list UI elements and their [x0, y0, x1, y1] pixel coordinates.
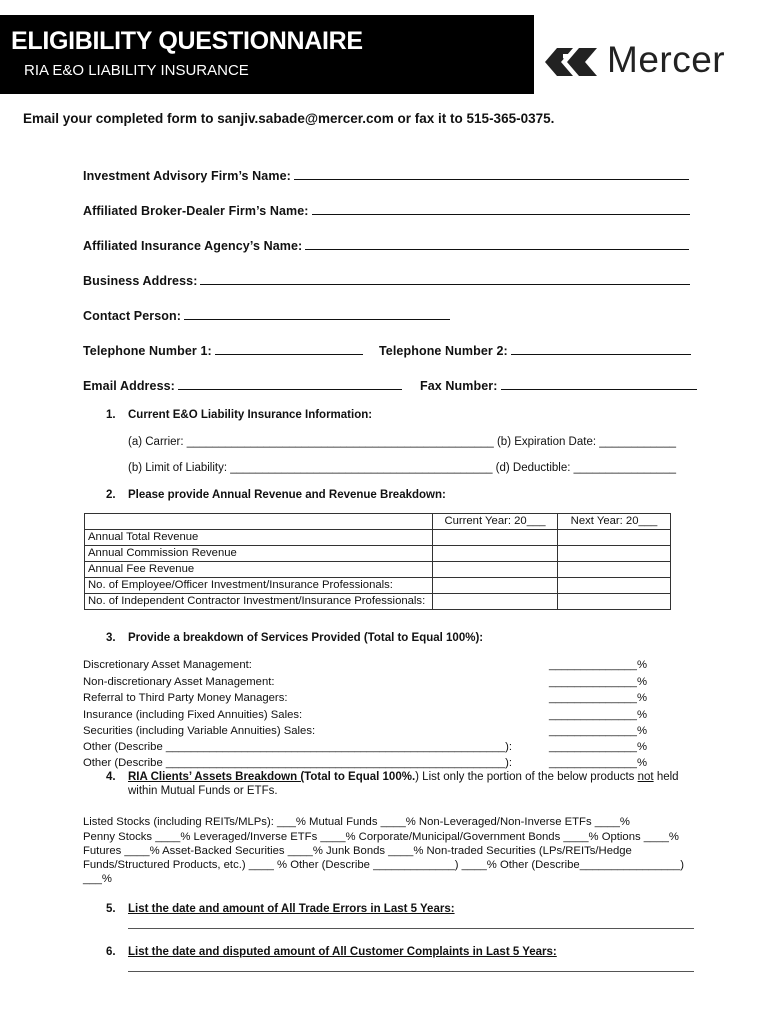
service-item: Insurance (including Fixed Annuities) Sales: — [83, 709, 303, 721]
insurance-agency-label: Affiliated Insurance Agency’s Name: — [83, 239, 303, 253]
revenue-table — [84, 513, 671, 610]
fax-number-label: Fax Number: — [420, 379, 498, 393]
current-year-cell[interactable] — [433, 546, 558, 562]
telephone1-label: Telephone Number 1: — [83, 344, 212, 358]
service-percent-input[interactable]: ______________% — [549, 676, 648, 688]
section-3-number: 3. — [106, 632, 116, 644]
trade-errors-input-line[interactable] — [128, 928, 694, 929]
current-year-cell[interactable] — [433, 530, 558, 546]
table-header-row — [85, 514, 671, 530]
section-4-title-bold: Total to Equal 100%. — [304, 771, 416, 783]
section-2-title: Please provide Annual Revenue and Revenue Breakdown: — [128, 489, 446, 501]
section-5-title: List the date and amount of All Trade Errors in Last 5 Years: — [128, 903, 455, 915]
submission-instructions: Email your completed form to sanjiv.sabade@mercer.com or fax it to 515-365-0375. — [23, 111, 555, 126]
table-header-blank — [85, 514, 433, 530]
section-4-not-word: not — [637, 771, 654, 783]
row-label: Annual Total Revenue — [85, 530, 433, 546]
table-row — [85, 578, 671, 594]
current-year-cell[interactable] — [433, 562, 558, 578]
telephone1-input[interactable] — [215, 343, 363, 355]
carrier-expiration-field[interactable]: (a) Carrier: ________________________________________________ (b) Expiration Date: ____________ — [128, 436, 676, 448]
section-4-title — [128, 771, 679, 783]
service-item[interactable]: Other (Describe ______________________________________________________): — [83, 741, 513, 753]
mercer-logo-icon — [543, 42, 599, 78]
telephone2-label: Telephone Number 2: — [379, 344, 508, 358]
service-percent-input[interactable]: ______________% — [549, 725, 648, 737]
section-6-title: List the date and disputed amount of All Customer Complaints in Last 5 Years: — [128, 946, 557, 958]
service-percent-input[interactable]: ______________% — [549, 709, 648, 721]
page-subtitle: RIA E&O LIABILITY INSURANCE — [24, 62, 249, 79]
section-4-number: 4. — [106, 771, 116, 783]
firm-name-label: Investment Advisory Firm’s Name: — [83, 169, 291, 183]
asset-breakdown-line[interactable]: Penny Stocks ____% Leveraged/Inverse ETFs ____% Corporate/Municipal/Government Bonds ____% Options ____% — [83, 831, 679, 843]
broker-dealer-input[interactable] — [312, 203, 690, 215]
email-address-field[interactable] — [83, 378, 402, 393]
complaints-input-line[interactable] — [128, 971, 694, 972]
insurance-agency-input[interactable] — [305, 238, 689, 250]
next-year-header: Next Year: 20___ — [558, 514, 671, 530]
next-year-cell[interactable] — [558, 578, 671, 594]
section-4-title-line2: within Mutual Funds or ETFs. — [128, 785, 278, 797]
limit-deductible-field[interactable]: (b) Limit of Liability: _________________________________________ (d) Deductible: ________________ — [128, 462, 676, 474]
insurance-agency-field[interactable] — [83, 238, 689, 253]
section-5-number: 5. — [106, 903, 116, 915]
table-row — [85, 594, 671, 610]
contact-person-input[interactable] — [184, 308, 450, 320]
email-address-label: Email Address: — [83, 379, 175, 393]
row-label: Annual Fee Revenue — [85, 562, 433, 578]
section-2-number: 2. — [106, 489, 116, 501]
contact-person-field[interactable] — [83, 308, 450, 323]
business-address-label: Business Address: — [83, 274, 198, 288]
service-percent-input[interactable]: ______________% — [549, 692, 648, 704]
broker-dealer-field[interactable] — [83, 203, 690, 218]
next-year-cell[interactable] — [558, 546, 671, 562]
asset-breakdown-line[interactable]: Listed Stocks (including REITs/MLPs): ___% Mutual Funds ____% Non-Leveraged/Non-Inverse ETFs ____% — [83, 816, 630, 828]
service-percent-input[interactable]: ______________% — [549, 741, 648, 753]
business-address-input[interactable] — [200, 273, 690, 285]
row-label: Annual Commission Revenue — [85, 546, 433, 562]
service-item: Securities (including Variable Annuities) Sales: — [83, 725, 316, 737]
section-3-title: Provide a breakdown of Services Provided (Total to Equal 100%): — [128, 632, 484, 644]
section-1-title: Current E&O Liability Insurance Information: — [128, 409, 373, 421]
current-year-header: Current Year: 20___ — [433, 514, 558, 530]
telephone2-field[interactable] — [379, 343, 691, 358]
telephone2-input[interactable] — [511, 343, 691, 355]
service-percent-input[interactable]: ______________% — [549, 659, 648, 671]
service-item[interactable]: Other (Describe ______________________________________________________): — [83, 757, 513, 769]
row-label: No. of Employee/Officer Investment/Insurance Professionals: — [85, 578, 433, 594]
next-year-cell[interactable] — [558, 562, 671, 578]
current-year-cell[interactable] — [433, 578, 558, 594]
service-item: Discretionary Asset Management: — [83, 659, 252, 671]
next-year-cell[interactable] — [558, 530, 671, 546]
telephone1-field[interactable] — [83, 343, 363, 358]
asset-breakdown-line[interactable]: ___% — [83, 873, 112, 885]
business-address-field[interactable] — [83, 273, 690, 288]
asset-breakdown-line[interactable]: Futures ____% Asset-Backed Securities ____% Junk Bonds ____% Non-traded Securities (LPs/REITs/Hedge — [83, 845, 632, 857]
table-row — [85, 530, 671, 546]
section-6-number: 6. — [106, 946, 116, 958]
broker-dealer-label: Affiliated Broker-Dealer Firm’s Name: — [83, 204, 309, 218]
email-address-input[interactable] — [178, 378, 402, 390]
section-4-title-end: held — [653, 771, 679, 783]
logo-wordmark: Mercer — [607, 39, 726, 80]
section-4-title-underlined: RIA Clients’ Assets Breakdown ( — [128, 771, 305, 783]
service-percent-input[interactable]: ______________% — [549, 757, 648, 769]
table-row — [85, 562, 671, 578]
firm-name-input[interactable] — [294, 168, 689, 180]
table-row — [85, 546, 671, 562]
fax-number-field[interactable] — [420, 378, 697, 393]
next-year-cell[interactable] — [558, 594, 671, 610]
current-year-cell[interactable] — [433, 594, 558, 610]
fax-number-input[interactable] — [501, 378, 697, 390]
row-label: No. of Independent Contractor Investment/Insurance Professionals: — [85, 594, 433, 610]
section-4-title-rest: ) List only the portion of the below products — [415, 771, 638, 783]
section-1-number: 1. — [106, 409, 116, 421]
service-item: Referral to Third Party Money Managers: — [83, 692, 288, 704]
firm-name-field[interactable] — [83, 168, 689, 183]
asset-breakdown-line[interactable]: Funds/Structured Products, etc.) ____ % Other (Describe _____________) ____% Other (Describe________________) — [83, 859, 684, 871]
mercer-logo — [543, 39, 743, 82]
contact-person-label: Contact Person: — [83, 309, 182, 323]
service-item: Non-discretionary Asset Management: — [83, 676, 275, 688]
page-title: ELIGIBILITY QUESTIONNAIRE — [11, 27, 363, 55]
